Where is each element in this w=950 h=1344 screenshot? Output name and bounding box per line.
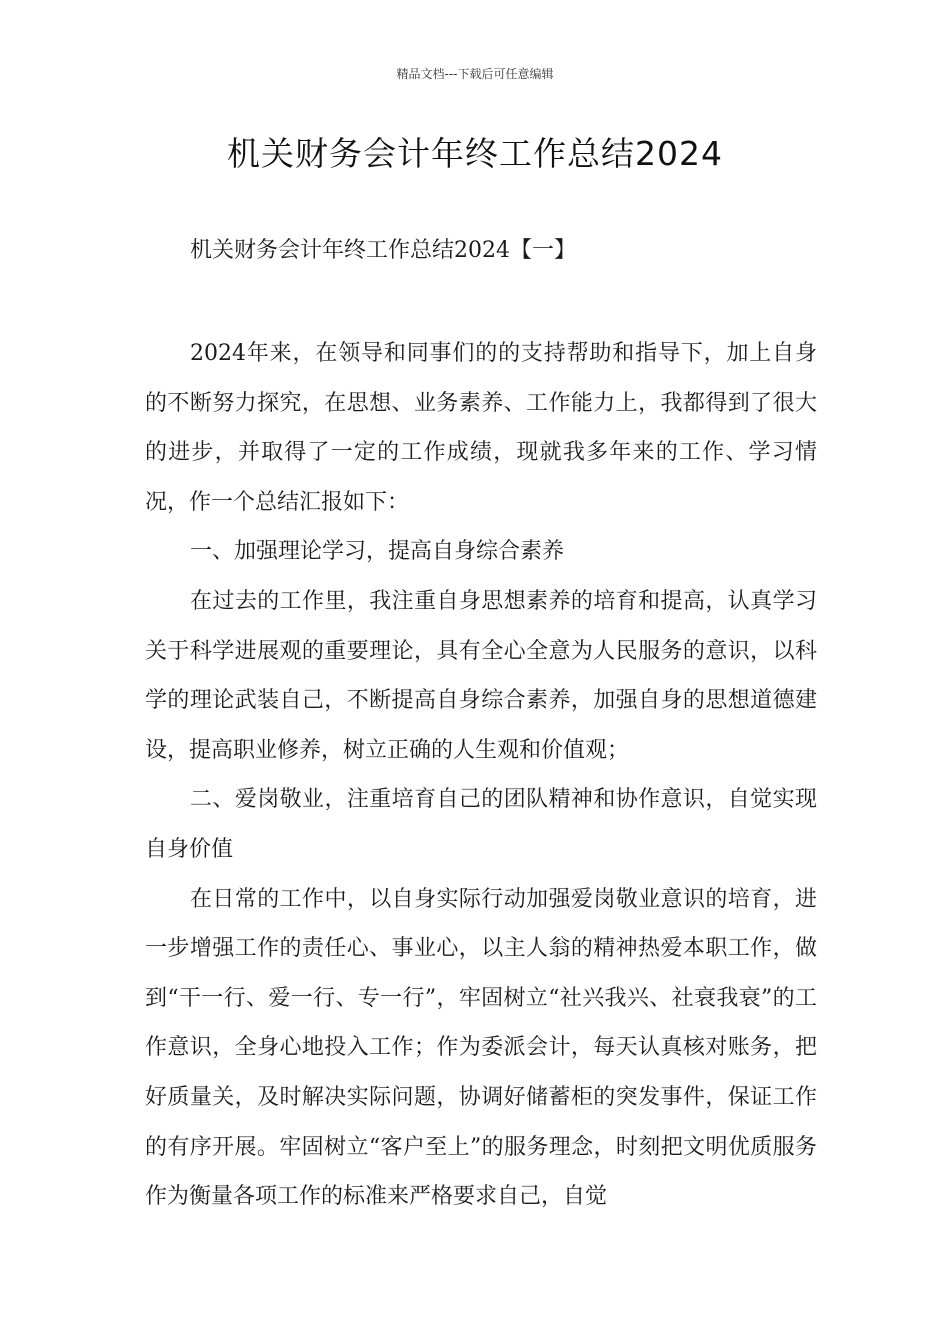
paragraph-intro: 2024年来，在领导和同事们的的支持帮助和指导下，加上自身的不断努力探究，在思想、业务素养、工作能力上，我都得到了很大的进步，并取得了一定的工作成绩，现就我多年来的工作、学习情况，作一个总结汇报如下： [145, 341, 817, 515]
paragraph-theory-study: 在过去的工作里，我注重自身思想素养的培育和提高，认真学习关于科学进展观的重要理论，具有全心全意为人民服务的意识，以科学的理论武装自己，不断提高自身综合素养，加强自身的思想道德建设，提高职业修养，树立正确的人生观和价值观； [145, 588, 817, 763]
paragraph-heading-2: 二、爱岗敬业，注重培育自己的团队精神和协作意识，自觉实现自身价值 [145, 787, 817, 862]
header-note: 精品文档---下载后可任意编辑 [396, 67, 554, 81]
document-body [145, 329, 817, 1222]
section-title: 机关财务会计年终工作总结2024【一】 [190, 238, 576, 263]
document-title: 机关财务会计年终工作总结2024 [227, 134, 723, 173]
paragraph-daily-work: 在日常的工作中，以自身实际行动加强爱岗敬业意识的培育，进一步增强工作的责任心、事业心，以主人翁的精神热爱本职工作，做到“干一行、爱一行、专一行”，牢固树立“社兴我兴、社衰我衰”的工作意识，全身心地投入工作；作为委派会计，每天认真核对账务，把好质量关，及时解决实际问题，协调好储蓄柜的突发事件，保证工作的有序开展。牢固树立“客户至上”的服务理念，时刻把文明优质服务作为衡量各项工作的标准来严格要求自己，自觉 [145, 886, 817, 1210]
paragraph-heading-1: 一、加强理论学习，提高自身综合素养 [190, 539, 565, 565]
